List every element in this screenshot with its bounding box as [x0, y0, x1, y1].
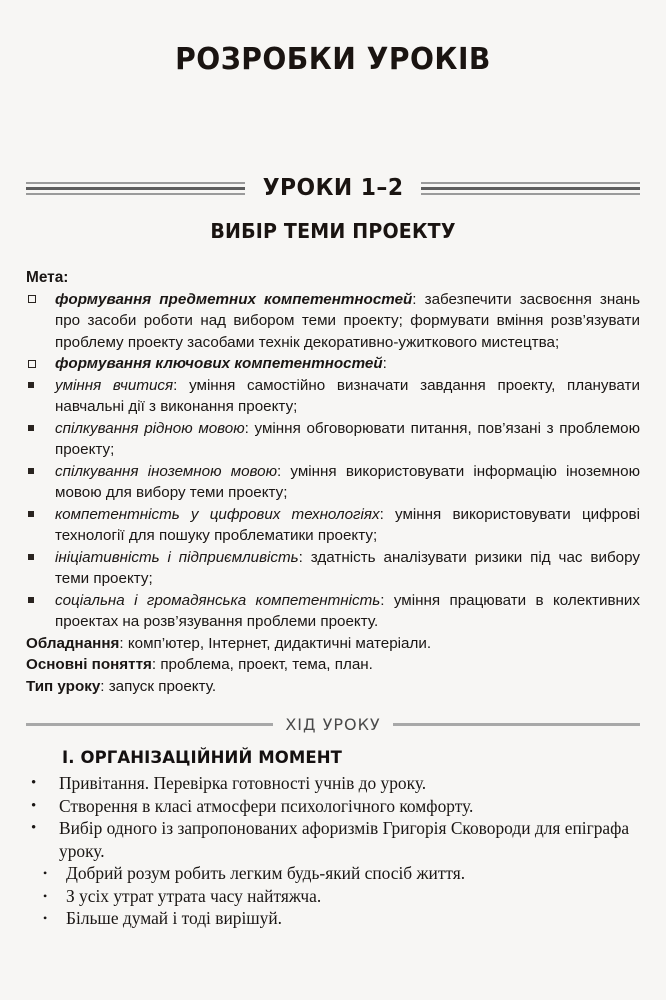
list-item — [26, 795, 640, 818]
list-item — [32, 862, 640, 885]
competency-text: : здатність аналізувати ризики під час вибору теми проекту; — [55, 548, 640, 587]
meta-label: Обладнання — [26, 634, 120, 652]
step-text: Привітання. Перевірка готовності учнів до уроку. — [59, 773, 427, 793]
divider-rule-right — [393, 723, 640, 726]
bullet-dot-icon: • — [31, 820, 37, 836]
list-item — [26, 590, 640, 633]
meta-value: : комп’ютер, Інтернет, дидактичні матеріали. — [119, 634, 432, 652]
competency-term: компетентність у цифрових технологіях — [55, 505, 380, 523]
hollow-square-icon — [28, 289, 36, 311]
list-item — [26, 547, 640, 590]
bullet-dot-icon: • — [43, 888, 48, 903]
competency-text: : уміння працювати в колективних проектах на розв’язування проблеми проекту. — [55, 591, 640, 630]
filled-square-icon — [28, 590, 34, 612]
competency-term: соціальна і громадянська компетентність — [55, 591, 381, 609]
goal-competency-list — [26, 375, 640, 633]
list-item — [26, 289, 640, 354]
step-text: Створення в класі атмосфери психологічного комфорту. — [59, 795, 474, 816]
goal-label: Мета: — [26, 269, 69, 286]
meta-value: : проблема, проект, тема, план. — [151, 656, 373, 673]
competency-text: : уміння самостійно визначати завдання проекту, планувати навчальні дії з виконання проекту; — [55, 376, 640, 415]
bullet-dot-icon: • — [31, 797, 37, 814]
divider-rule-left — [26, 723, 273, 726]
list-item — [26, 461, 640, 504]
course-divider-label: ХІД УРОКУ — [285, 715, 381, 734]
list-item — [26, 504, 640, 547]
stage-title: І. ОРГАНІЗАЦІЙНИЙ МОМЕНТ — [62, 748, 343, 767]
meta-label: Тип уроку — [26, 677, 101, 695]
course-divider — [26, 715, 640, 734]
bullet-dot-icon: • — [43, 911, 48, 925]
bullet-dot-icon: • — [43, 866, 48, 880]
competency-text: : уміння обговорювати питання, пов’язані з проблемою проекту; — [55, 419, 640, 458]
filled-square-icon — [28, 547, 34, 569]
aphorism-text: Більше думай і тоді вирішуй. — [66, 908, 283, 928]
band-rule-right — [421, 182, 640, 195]
list-item — [26, 375, 640, 418]
meta-line-equipment — [26, 633, 640, 655]
lesson-header-band — [26, 175, 640, 201]
aphorism-text: З усіх утрат утрата часу найтяжча. — [66, 885, 322, 906]
competency-term: спілкування рідною мовою — [55, 419, 245, 437]
meta-line-lesson-type — [26, 676, 640, 698]
goal-term: формування ключових компетентностей — [55, 355, 383, 372]
lesson-subtitle: ВИБІР ТЕМИ ПРОЕКТУ — [210, 219, 456, 243]
band-rule-left — [26, 182, 245, 195]
filled-square-icon — [28, 375, 34, 397]
filled-square-icon — [28, 504, 34, 526]
list-item — [26, 353, 640, 375]
meta-line-concepts — [26, 654, 640, 676]
competency-term: спілкування іноземною мовою — [55, 462, 278, 480]
bullet-dot-icon: • — [31, 775, 37, 791]
course-steps-list — [26, 772, 640, 862]
list-item — [26, 418, 640, 461]
aphorisms-list — [32, 862, 640, 930]
goal-primary-list — [26, 289, 640, 375]
competency-text: : уміння використовувати цифрові технології для пошуку проблематики проекту; — [55, 505, 640, 544]
lesson-number: УРОКИ 1–2 — [262, 175, 404, 201]
list-item — [26, 817, 640, 862]
competency-term: уміння вчитися — [55, 376, 174, 394]
step-text: Вибір одного із запропонованих афоризмів Григорія Сковороди для епіграфа уроку. — [59, 818, 630, 861]
course-steps-section — [26, 772, 640, 930]
goal-text: : — [382, 355, 387, 372]
goal-text: : забезпечити засвоєння знань про засоби роботи над вибором теми проекту; формувати вміння розв’язувати проблему проекту засобами технік декоративно-ужиткового мистецтва; — [55, 290, 640, 351]
competency-term: ініціативність і підприємливість — [55, 548, 299, 566]
aphorism-text: Добрий розум робить легким будь-який спосіб життя. — [66, 863, 466, 883]
list-item — [32, 907, 640, 930]
meta-value: : запуск проекту. — [100, 677, 217, 695]
hollow-square-icon — [28, 353, 36, 375]
filled-square-icon — [28, 418, 34, 440]
list-item — [32, 885, 640, 908]
list-item — [26, 772, 640, 795]
goal-section — [26, 267, 640, 697]
goal-term: формування предметних компетентностей — [55, 290, 413, 308]
meta-label: Основні поняття — [26, 656, 152, 673]
page-title: РОЗРОБКИ УРОКІВ — [175, 42, 491, 77]
competency-text: : уміння використовувати інформацію іноземною мовою для вибору теми проекту; — [55, 462, 640, 501]
filled-square-icon — [28, 461, 34, 483]
